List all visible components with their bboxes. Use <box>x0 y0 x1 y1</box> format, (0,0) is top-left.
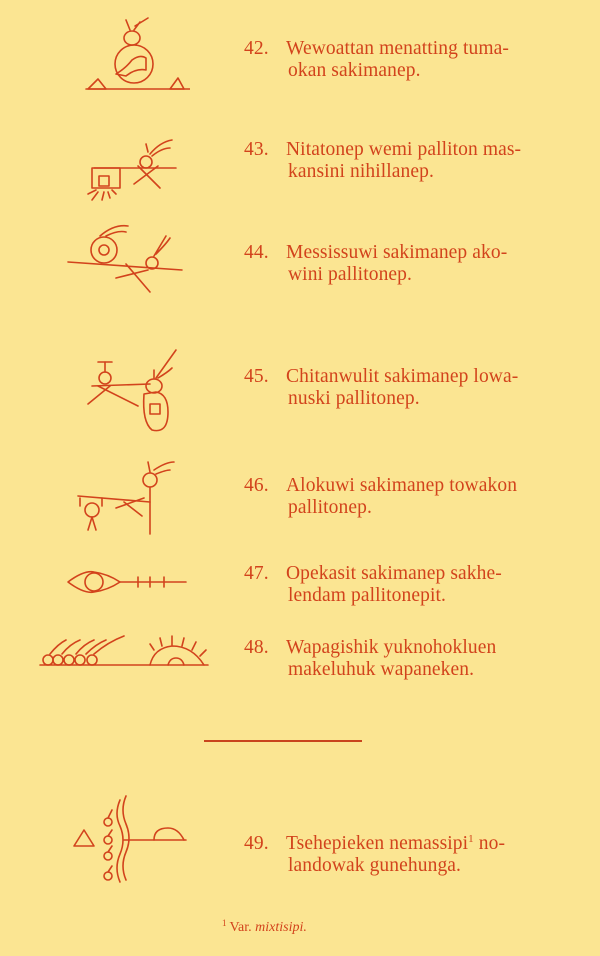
verse-43 <box>244 139 574 183</box>
verse-text-continued: nuski pallitonep. <box>288 388 420 409</box>
verse-text-continued: lendam pallitonepit. <box>288 585 446 606</box>
verse-number: 49. <box>244 833 269 854</box>
two-figures-icon <box>74 460 184 540</box>
footnote <box>222 918 307 936</box>
verse-number: 43. <box>244 139 269 160</box>
verse-number: 45. <box>244 366 269 387</box>
verse-number: 46. <box>244 475 269 496</box>
verse-text-continued: kansini nihillanep. <box>288 161 434 182</box>
verse-48 <box>244 637 574 681</box>
verse-text-continued: makeluhuk wapaneken. <box>288 659 475 680</box>
verse-text: Nitatonep wemi palliton mas- <box>286 139 522 160</box>
verse-44 <box>244 242 574 286</box>
verse-text-end: no- <box>473 833 506 854</box>
verse-text-continued: wini pallitonep. <box>288 264 412 285</box>
verse-text: Chitanwulit sakimanep lowa- <box>286 366 519 387</box>
verse-text: Wewoattan menatting tuma- <box>286 38 509 59</box>
verse-42 <box>244 38 574 82</box>
footnote-marker: 1 <box>222 918 227 928</box>
circle-figure-crossed-icon <box>66 222 186 297</box>
verse-number: 44. <box>244 242 269 263</box>
verse-47 <box>244 563 574 607</box>
verse-number: 42. <box>244 38 269 59</box>
verse-text-continued: landowak gunehunga. <box>288 855 462 876</box>
footnote-reference: 1 <box>468 833 474 845</box>
triangle-river-mound-icon <box>70 790 190 890</box>
footnote-text: Var. <box>229 920 252 935</box>
figure-shield-icon <box>84 342 194 442</box>
verse-text: Opekasit sakimanep sakhe- <box>286 563 502 584</box>
verse-49 <box>244 828 574 877</box>
seated-figure-horse-icon <box>80 16 190 96</box>
verse-number: 47. <box>244 563 269 584</box>
figure-house-sun-icon <box>82 136 182 216</box>
verse-text: Alokuwi sakimanep towakon <box>286 475 518 496</box>
hills-rising-sun-icon <box>38 632 218 672</box>
section-divider <box>204 740 362 742</box>
verse-45 <box>244 366 574 410</box>
eye-arrow-icon <box>64 568 189 598</box>
verse-text-continued: pallitonep. <box>288 497 372 518</box>
verse-text: Wapagishik yuknohokluen <box>286 637 497 658</box>
footnote-variant: mixtisipi. <box>255 920 307 935</box>
verse-text: Tsehepieken nemassipi <box>286 833 469 854</box>
verse-46 <box>244 475 574 519</box>
verse-text: Messissuwi sakimanep ako- <box>286 242 508 263</box>
verse-text-continued: okan sakimanep. <box>288 60 421 81</box>
verse-number: 48. <box>244 637 269 658</box>
